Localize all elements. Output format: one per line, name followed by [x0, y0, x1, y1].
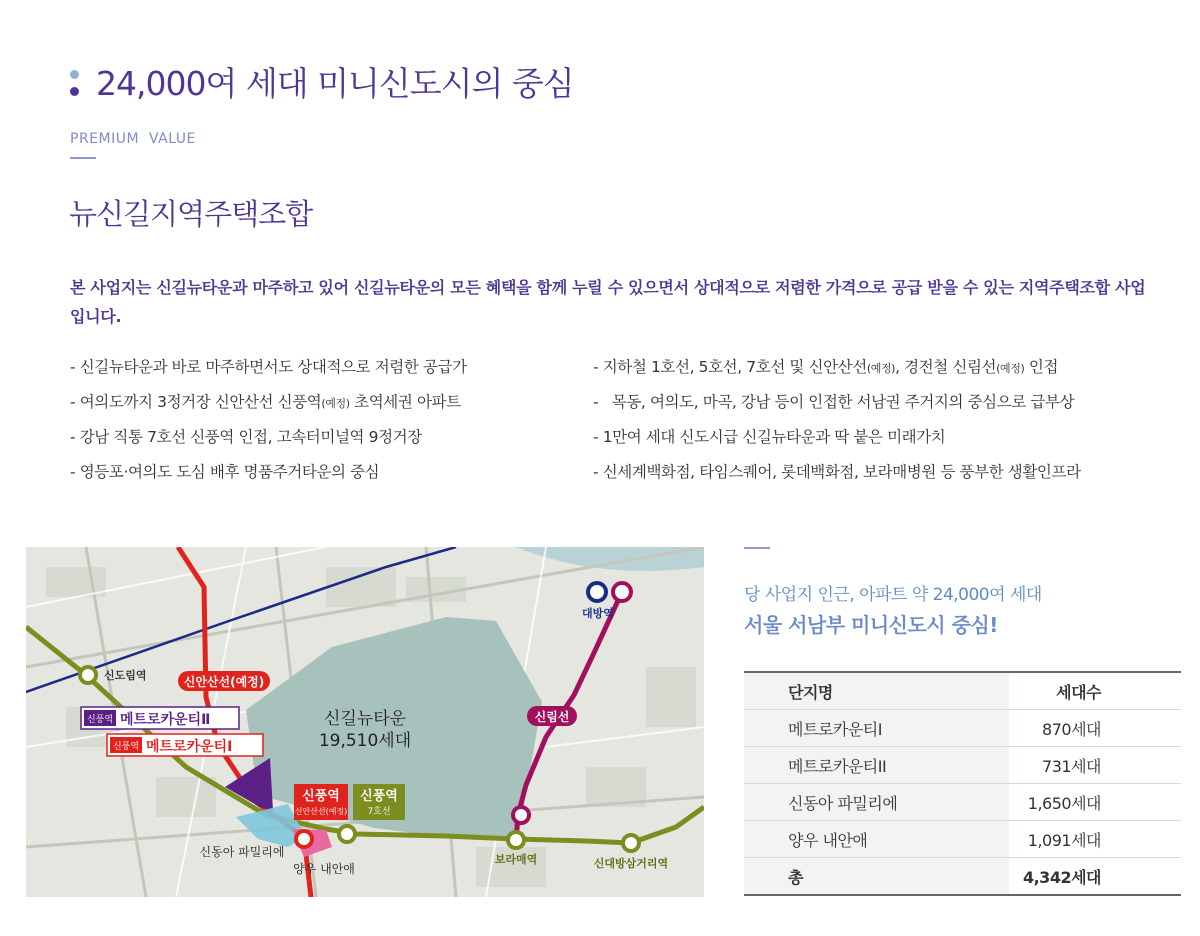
sinpung-red-sub: 신안산선(예정)	[294, 807, 348, 816]
metro2-tag-prefix: 신풍역	[86, 715, 114, 725]
table-row	[744, 821, 1181, 858]
column-header-name: 단지명	[744, 672, 1009, 710]
list-item: - 목동, 여의도, 마곡, 강남 등이 인접한 서남권 주거지의 중심으로 급부상	[593, 393, 1075, 411]
feature-list-right	[593, 350, 1081, 490]
sillim-station-icon	[513, 807, 529, 823]
complex-name: 메트로카운티I	[744, 710, 1009, 747]
section-title: 뉴신길지역주택조합	[69, 197, 313, 231]
newtown-units: 19,510세대	[318, 731, 412, 751]
sillim-line-label: 신림선	[534, 710, 570, 724]
intro-paragraph: 본 사업지는 신길뉴타운과 마주하고 있어 신길뉴타운의 모든 혜택을 함께 누릴 수 있으면서 상대적으로 저렴한 가격으로 공급 받을 수 있는 지역주택조합 사업입니다.	[70, 278, 1146, 326]
summary-headline: 서울 서남부 미니신도시 중심!	[744, 613, 998, 637]
title-dots-icon	[70, 68, 80, 100]
metro2-tag-name: 메트로카운티Ⅱ	[120, 712, 211, 728]
location-map	[26, 547, 704, 897]
list-item: - 여의도까지 3정거장 신안산선 신풍역(예정) 초역세권 아파트	[70, 393, 461, 411]
list-item: - 신세계백화점, 타임스퀘어, 롯데백화점, 보라매병원 등 풍부한 생활인프라	[593, 463, 1081, 481]
divider	[70, 157, 96, 159]
complex-name: 신동아 파밀리에	[744, 784, 1009, 821]
complex-name: 메트로카운티II	[744, 747, 1009, 784]
page-title: 24,000여 세대 미니신도시의 중심	[96, 64, 574, 103]
sindorim-station-icon	[80, 667, 96, 683]
unit-count: 870세대	[1042, 719, 1101, 739]
sinpung-red-title: 신풍역	[302, 789, 340, 804]
sinpung-line7-station-icon	[339, 826, 355, 842]
eyebrow-label: PREMIUM VALUE	[70, 131, 196, 147]
unit-count: 1,650세대	[1027, 793, 1101, 813]
table-total-row	[744, 858, 1181, 896]
daebang-station-icon	[588, 583, 606, 601]
units-table	[744, 671, 1181, 896]
yangwoo-label: 양우 내안애	[293, 862, 355, 876]
total-count: 4,342세대	[1022, 867, 1101, 887]
sindaebang-label: 신대방삼거리역	[593, 857, 669, 870]
summary-subtitle: 당 사업지 인근, 아파트 약 24,000여 세대	[744, 585, 1042, 605]
sinpung-green-sub: 7호선	[367, 807, 391, 817]
list-item: - 지하철 1호선, 5호선, 7호선 및 신안산선(예정), 경전철 신림선(예정) 인접	[593, 358, 1059, 376]
sindorim-label: 신도림역	[104, 669, 147, 682]
table-row	[744, 710, 1181, 747]
sindaebang-station-icon	[623, 835, 639, 851]
table-header-row	[744, 672, 1181, 710]
list-item: - 신길뉴타운과 바로 마주하면서도 상대적으로 저렴한 공급가	[70, 358, 467, 376]
unit-count: 1,091세대	[1027, 830, 1101, 850]
sinpung-sinansan-station-icon	[296, 831, 312, 847]
daebang-label: 대방역	[582, 607, 614, 620]
sinansan-line-label: 신안산선(예정)	[183, 675, 265, 689]
boramae-label: 보라매역	[494, 853, 538, 866]
complex-name: 양우 내안애	[744, 821, 1009, 858]
boramae-station-icon	[508, 832, 524, 848]
feature-list-left	[70, 350, 467, 490]
sinpung-green-title: 신풍역	[360, 789, 398, 804]
table-row	[744, 784, 1181, 821]
unit-count: 731세대	[1042, 756, 1101, 776]
column-header-count: 세대수	[1056, 682, 1101, 702]
list-item: - 1만여 세대 신도시급 신길뉴타운과 딱 붙은 미래가치	[593, 428, 946, 446]
metro1-tag-prefix: 신풍역	[112, 742, 140, 752]
total-label: 총	[744, 858, 1009, 896]
newtown-name: 신길뉴타운	[323, 709, 407, 729]
list-item: - 강남 직통 7호선 신풍역 인접, 고속터미널역 9정거장	[70, 428, 422, 446]
daebang-sillim-station-icon	[613, 583, 631, 601]
table-row	[744, 747, 1181, 784]
list-item: - 영등포·여의도 도심 배후 명품주거타운의 중심	[70, 463, 380, 481]
divider	[744, 547, 770, 549]
metro1-tag-name: 메트로카운티Ⅰ	[146, 739, 233, 755]
sindonga-label: 신동아 파밀리에	[199, 845, 285, 859]
